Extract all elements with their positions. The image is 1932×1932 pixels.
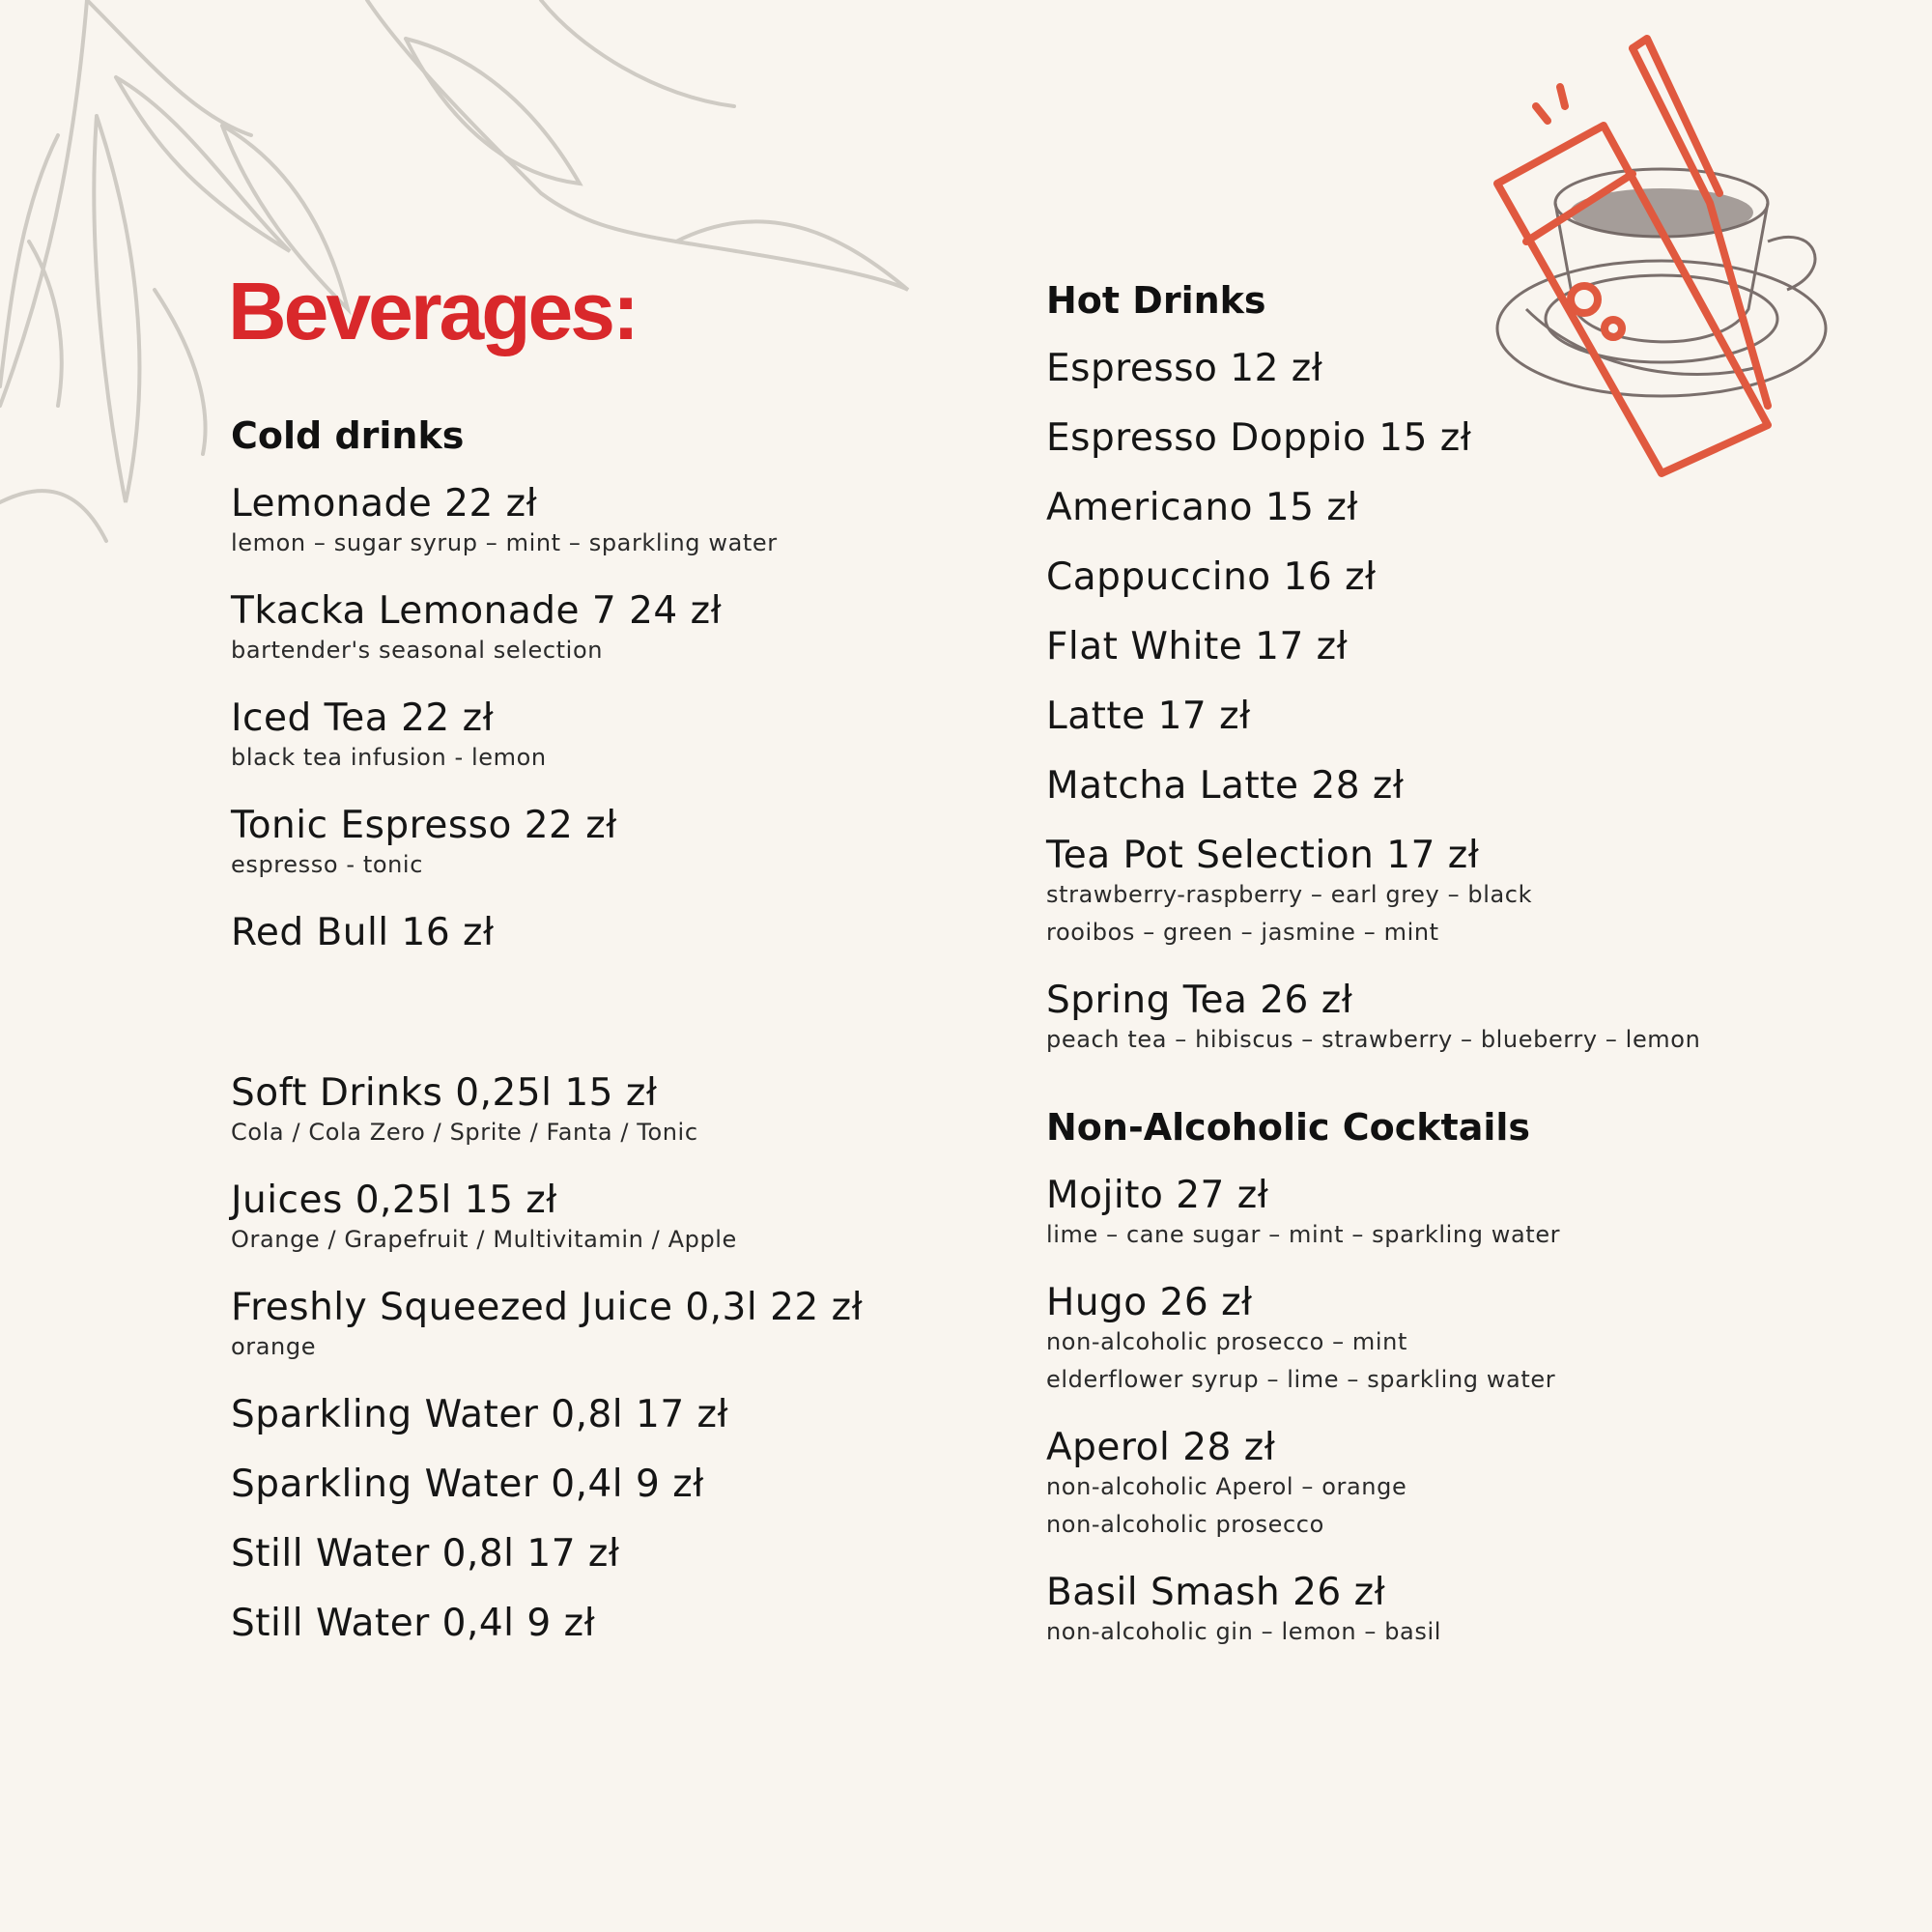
hot-drinks-heading: Hot Drinks (1046, 279, 1266, 322)
cold-drinks-heading: Cold drinks (231, 414, 465, 457)
item-name: Juices 0,25l 15 zł (231, 1179, 557, 1222)
item-description: espresso - tonic (231, 851, 423, 878)
item-name: Hugo 26 zł (1046, 1281, 1253, 1324)
soft-drinks-section (231, 1071, 965, 1674)
item-description: non-alcoholic gin – lemon – basil (1046, 1618, 1441, 1645)
menu-item (1046, 486, 1838, 529)
item-name: Espresso Doppio 15 zł (1046, 416, 1472, 460)
menu-item (231, 1465, 965, 1504)
menu-item (1046, 555, 1838, 599)
item-name: Flat White 17 zł (1046, 625, 1349, 668)
menu-item (231, 696, 965, 775)
page-title: Beverages: (228, 266, 637, 356)
item-description: non-alcoholic prosecco (1046, 1511, 1324, 1538)
menu-item (231, 1286, 965, 1364)
item-name: Basil Smash 26 zł (1046, 1571, 1386, 1614)
item-name: Tkacka Lemonade 7 24 zł (231, 589, 723, 633)
menu-item (1046, 981, 1838, 1057)
item-name: Latte 17 zł (1046, 695, 1251, 738)
item-name: Spring Tea 26 zł (1046, 979, 1353, 1022)
menu-item (1046, 625, 1838, 668)
menu-item (1046, 1281, 1838, 1397)
item-name: Sparkling Water 0,4l 9 zł (231, 1463, 704, 1506)
item-description: lemon – sugar syrup – mint – sparkling water (231, 529, 778, 556)
menu-item (231, 1393, 965, 1436)
menu-item (1046, 347, 1838, 390)
menu-item (231, 804, 965, 882)
item-description: Orange / Grapefruit / Multivitamin / Apple (231, 1226, 737, 1253)
item-description: strawberry-raspberry – earl grey – black (1046, 881, 1533, 908)
item-name: Tonic Espresso 22 zł (231, 804, 617, 847)
item-name: Matcha Latte 28 zł (1046, 764, 1405, 808)
item-name: Aperol 28 zł (1046, 1426, 1276, 1469)
item-description: bartender's seasonal selection (231, 637, 604, 664)
item-name: Lemonade 22 zł (231, 482, 538, 526)
item-description: elderflower syrup – lime – sparkling water (1046, 1366, 1556, 1393)
menu-item (231, 1071, 965, 1150)
item-description: peach tea – hibiscus – strawberry – blueberry – lemon (1046, 1026, 1701, 1053)
menu-item (231, 1602, 965, 1645)
menu-item (231, 911, 965, 954)
item-name: Americano 15 zł (1046, 486, 1358, 529)
item-name: Freshly Squeezed Juice 0,3l 22 zł (231, 1286, 864, 1329)
item-name: Still Water 0,8l 17 zł (231, 1532, 620, 1576)
item-name: Iced Tea 22 zł (231, 696, 495, 740)
item-description: Cola / Cola Zero / Sprite / Fanta / Tonic (231, 1119, 698, 1146)
item-description: rooibos – green – jasmine – mint (1046, 919, 1439, 946)
item-name: Soft Drinks 0,25l 15 zł (231, 1071, 658, 1115)
item-description: non-alcoholic Aperol – orange (1046, 1473, 1407, 1500)
item-description: orange (231, 1333, 317, 1360)
menu-item (1046, 416, 1838, 460)
menu-item (231, 1532, 965, 1576)
menu-item (1046, 764, 1838, 808)
cocktails-section (1046, 1106, 1838, 1681)
item-name: Tea Pot Selection 17 zł (1046, 834, 1480, 877)
item-description: black tea infusion - lemon (231, 744, 547, 771)
menu-item (231, 589, 965, 668)
hot-drinks-section (1046, 279, 1838, 1089)
item-name: Mojito 27 zł (1046, 1174, 1269, 1217)
cold-drinks-section (231, 414, 965, 983)
menu-item (1046, 1174, 1838, 1252)
item-name: Still Water 0,4l 9 zł (231, 1602, 596, 1645)
menu-item (1046, 1426, 1838, 1542)
menu-item (231, 1181, 965, 1257)
item-name: Sparkling Water 0,8l 17 zł (231, 1393, 729, 1436)
item-description: non-alcoholic prosecco – mint (1046, 1328, 1408, 1355)
item-name: Cappuccino 16 zł (1046, 555, 1377, 599)
item-name: Espresso 12 zł (1046, 347, 1323, 390)
menu-item (1046, 834, 1838, 950)
menu-item (231, 482, 965, 560)
menu-item (1046, 1571, 1838, 1649)
cocktails-heading: Non-Alcoholic Cocktails (1046, 1106, 1531, 1149)
menu-item (1046, 697, 1838, 736)
item-name: Red Bull 16 zł (231, 911, 495, 954)
item-description: lime – cane sugar – mint – sparkling water (1046, 1221, 1561, 1248)
